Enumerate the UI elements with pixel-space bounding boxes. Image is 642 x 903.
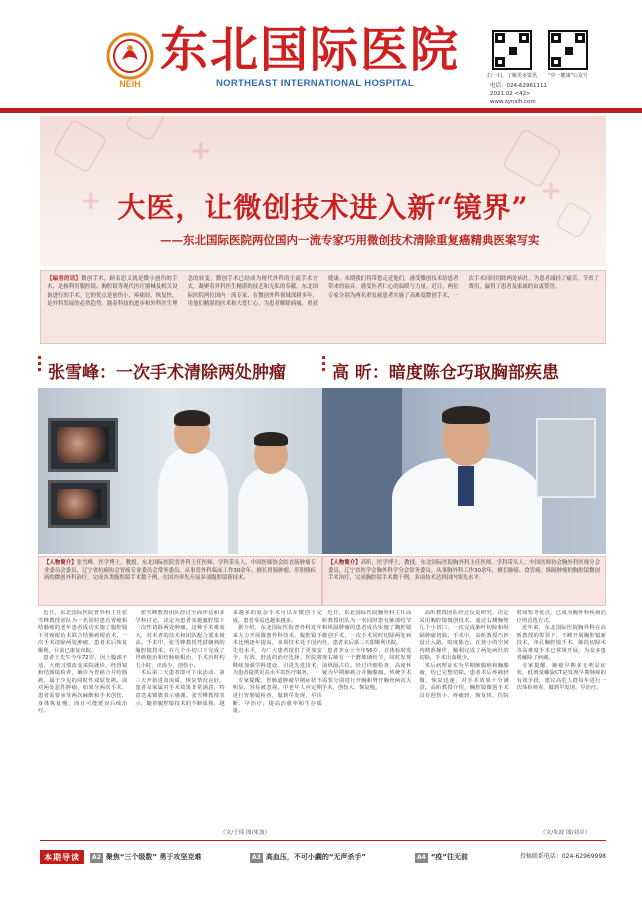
- article-left: [38, 610, 322, 836]
- doctor-hair: [174, 410, 210, 426]
- guide-item-text: 聚焦“三个级数” 勇于攻坚克难: [105, 853, 202, 861]
- article-right: [322, 610, 606, 836]
- guide-label: 本期导读: [40, 850, 84, 864]
- page-badge: A3: [252, 854, 261, 861]
- left-section-title: 张雪峰：一次手术清除两处肿瘤: [48, 363, 286, 383]
- paragraph: 张雪峰教授团队经过全面评估和多学科讨论，决定为患者实施腹腔镜下一次性切除两处肿瘤。这种手术难度大，对术者的技术和团队配合要求极高。手术中，张雪峰教授凭借娴熟的腹腔镜技术，在几个小切口下完成了胃癌根治和结肠癌根治，手术历时约五小时，出血少，创伤小。: [135, 610, 225, 669]
- doctor-tie: [458, 466, 474, 506]
- main-headline: 大医，让微创技术进入新“镜界”: [117, 191, 529, 224]
- qr-right-caption: "中一健康"公众号: [548, 73, 588, 79]
- doctor-hair: [254, 432, 288, 446]
- logo-text: NEIH: [119, 79, 141, 89]
- editor-note-lead: 【编者的话】: [47, 276, 82, 282]
- qr-code-icon[interactable]: [548, 30, 588, 70]
- guide-item[interactable]: [415, 851, 468, 863]
- paragraph: 高昕教授团队经过反复研究，决定采用胸腔镜微创技术，通过右侧胸壁几个小切口，一次完成肺叶切除和纵隔肿瘤切除。手术中，高昕教授巧妙设计入路，暗度陈仓，在狭小的空间内精准操作，顺利完成了两处病灶的切除，手术出血极少。: [419, 610, 509, 662]
- whiteboard: [536, 418, 596, 498]
- newspaper-title: 东北国际医院: [160, 22, 461, 78]
- paragraph: 术后病理证实为早期肺腺癌和胸腺瘤，均已完整切除。患者术后疼痛轻微，恢复迅速，对手术效果十分满意。高昕教授介绍，胸腔镜微创手术具有创伤小、疼痛轻、恢复快、住院时间短等优点，已成为胸外科疾病治疗的首选方式。: [419, 610, 606, 700]
- paragraph: 患者李女士今年56岁，在体检时发现右肺有一个磨玻璃结节，同时发现前纵隔占位。经过详细检查，高度怀疑为早期肺癌合并胸腺瘤。传统手术需要分别进行开胸和劈开胸骨两次大手术，创伤大、恢复慢。: [322, 647, 412, 692]
- paragraph: 据介绍，东北国际医院普外科近年来大力开展微创外科技术，腹腔镜手术比例逐年提高，多项技术处于国内先进水平，为广大患者提供了更加安全、有效、舒适的治疗选择。医院将继续加强学科建设，引进先进技术，为患者提供更高水平的医疗服务。: [232, 625, 322, 677]
- right-section-title: 高 昕：暗度陈仓巧取胸部疾患: [332, 363, 559, 383]
- newspaper-title-en: NORTHEAST INTERNATIONAL HOSPITAL: [216, 78, 415, 89]
- paragraph: 专家提醒，胃肠道肿瘤早期症状不明显，容易被忽视。中老年人应定期进行胃肠镜检查，做到早发现、早诊断、早治疗，提高治愈率和生存质量。: [232, 677, 322, 715]
- decor-hex: [125, 116, 166, 141]
- doctor-hair: [442, 406, 490, 424]
- section-marker: [322, 356, 325, 378]
- contact-phone: 投稿联系电话：024-62969998: [519, 853, 606, 860]
- doctor-figure: [158, 448, 228, 554]
- qr-left-caption: 扫一扫，了解更多资讯: [486, 73, 537, 79]
- monitor-screen: [48, 480, 110, 528]
- guide-item-text: “疫”往无前: [430, 853, 469, 861]
- guide-item[interactable]: [250, 851, 366, 863]
- bio-zhang: [38, 556, 322, 606]
- footer-guide: [40, 850, 606, 868]
- monitor-screen: [48, 418, 118, 472]
- page-badge: A4: [417, 854, 426, 861]
- issue-date: 2021.02: [490, 91, 513, 97]
- qr-code-icon[interactable]: [492, 30, 532, 70]
- section-marker: [38, 356, 41, 378]
- decor-cross-icon: +: [540, 176, 562, 206]
- sub-headline: ——东北国际医院两位国内一流专家巧用微创技术清除重复癌精典医案写实: [160, 233, 540, 247]
- headline-banner: [40, 116, 606, 266]
- decor-cross-icon: +: [190, 136, 212, 166]
- editor-note-text: 微创手术，顾名思义就是微小创伤的手术，是指利用腹腔镜、胸腔镜等现代医疗器械及相关设备进行的手术。它的优点是创伤小、疼痛轻、恢复快，是外科发展的必然趋势。随着科技的进步和外科医生理念的转变，微创手术已经成为现代外科的主流手术方式，凝聚着外科医生精湛的技艺和无私的奉献。东北国际医院两位国内一流专家，在微创外科领域深耕多年，用他们精湛的医术和大爱仁心，为患者解除病痛，重获健康。本期我们将带您走近他们，感受微创技术给患者带来的福音，感受医者仁心的温暖与力量。近日，两位专家分别为两名重复癌患者实施了高难度微创手术，一次手术同时切除两处病灶，为患者减轻了痛苦，节省了费用，赢得了患者及家属的由衷赞誉。: [47, 276, 599, 307]
- page-badge: A2: [92, 854, 101, 861]
- masthead-meta: [490, 82, 580, 106]
- paragraph: 近年来，东北国际医院胸外科在高昕教授的带领下，不断开展胸腔镜新技术，单孔胸腔镜手术、肺段切除术等高难度手术已常规开展，为众多患者解除了病痛。: [516, 625, 606, 662]
- paragraph: 近日，东北国际医院普外科主任张雪峰教授团队为一名同时患有胃癌和结肠癌的老年患者成功实施了腹腔镜下胃癌根治术联合结肠癌根治术，一次手术清除两处肿瘤，患者术后恢复顺利，目前已康复出院。: [38, 610, 128, 654]
- doctor-figure: [238, 468, 308, 554]
- guide-item[interactable]: [90, 851, 201, 863]
- photo-doctor-gao: [322, 388, 606, 554]
- bio-gao: [322, 556, 606, 606]
- hospital-logo: [104, 30, 156, 90]
- issue-number: <42>: [514, 91, 531, 97]
- paragraph: 患者王先生今年72岁，因上腹部不适、大便习惯改变来院就诊。经胃镜和结肠镜检查，确诊为胃癌合并结肠癌，属于少见的同时性双原发癌。面对两处恶性肿瘤，如果分两次手术，患者需要承受两次麻醉和手术创伤，身体恢复慢，而且可能延误后续治疗。: [38, 655, 128, 715]
- phone: 电话：024-62961111: [490, 83, 547, 89]
- bio-lead: 【人物简介】: [328, 560, 361, 566]
- editor-note: [40, 270, 606, 344]
- bio-text: 高昕，医学博士，教授，东北国际医院胸外科主任医师、学科带头人。中国医师协会胸外科医师分会委员，辽宁省医学会胸外科学分会常务委员。从事胸外科工作30余年，擅长肺癌、食管癌、纵隔肿瘤的胸腔镜微创手术治疗，完成胸腔镜手术数千例，多项技术达到国内领先水平。: [328, 560, 600, 582]
- bio-text: 张雪峰，医学博士，教授，东北国际医院普外科主任医师、学科带头人。中国医师协会结直肠肿瘤专业委员会委员，辽宁省抗癌协会胃癌专业委员会常务委员。从事普外科临床工作30余年，擅长胃肠肿瘤、肝胆胰疾病的微创外科治疗，完成各类腹腔镜手术数千例，在国内率先开展多项腹腔镜新技术。: [44, 560, 316, 582]
- paragraph: 近日，东北国际医院胸外科主任高昕教授团队为一名同时患有肺部结节和纵隔肿瘤的患者成功实施了胸腔镜微创手术，一次手术同时切除两处病灶，患者术后第三天即顺利出院。: [322, 610, 412, 647]
- photo-doctor-zhang: [38, 388, 322, 554]
- website: www.zynsih.com: [490, 99, 536, 105]
- masthead: [0, 0, 642, 118]
- masthead-rule: [0, 108, 642, 113]
- footer-rule: [40, 840, 606, 841]
- guide-item-text: 高血压，不可小觑的“无声杀手”: [265, 853, 367, 861]
- decor-cross-icon: +: [80, 186, 102, 216]
- office-background: [322, 388, 402, 554]
- decor-hex: [53, 119, 108, 174]
- bio-lead: 【人物简介】: [44, 560, 77, 566]
- paragraph: 专家提醒，肺癌早期多无明显症状，低剂量螺旋CT是发现早期肺癌的有效手段，建议高危人群每年进行一次体检筛查，做到早发现、早治疗。: [516, 662, 606, 692]
- byline-right: （文/朱波 图/刘卓）: [540, 830, 591, 836]
- byline-left: （文/王琦 图/朱波）: [220, 830, 271, 836]
- paragraph: 术后第二天患者即可下床活动，第三天开始进食流质，恢复情况良好。患者及家属对手术效果非常满意，特意送来锦旗表示感谢。张雪峰教授表示，随着腹腔镜技术的不断成熟，越来越多的复杂手术可以在微创下完成，患者受益也越来越多。: [135, 610, 322, 707]
